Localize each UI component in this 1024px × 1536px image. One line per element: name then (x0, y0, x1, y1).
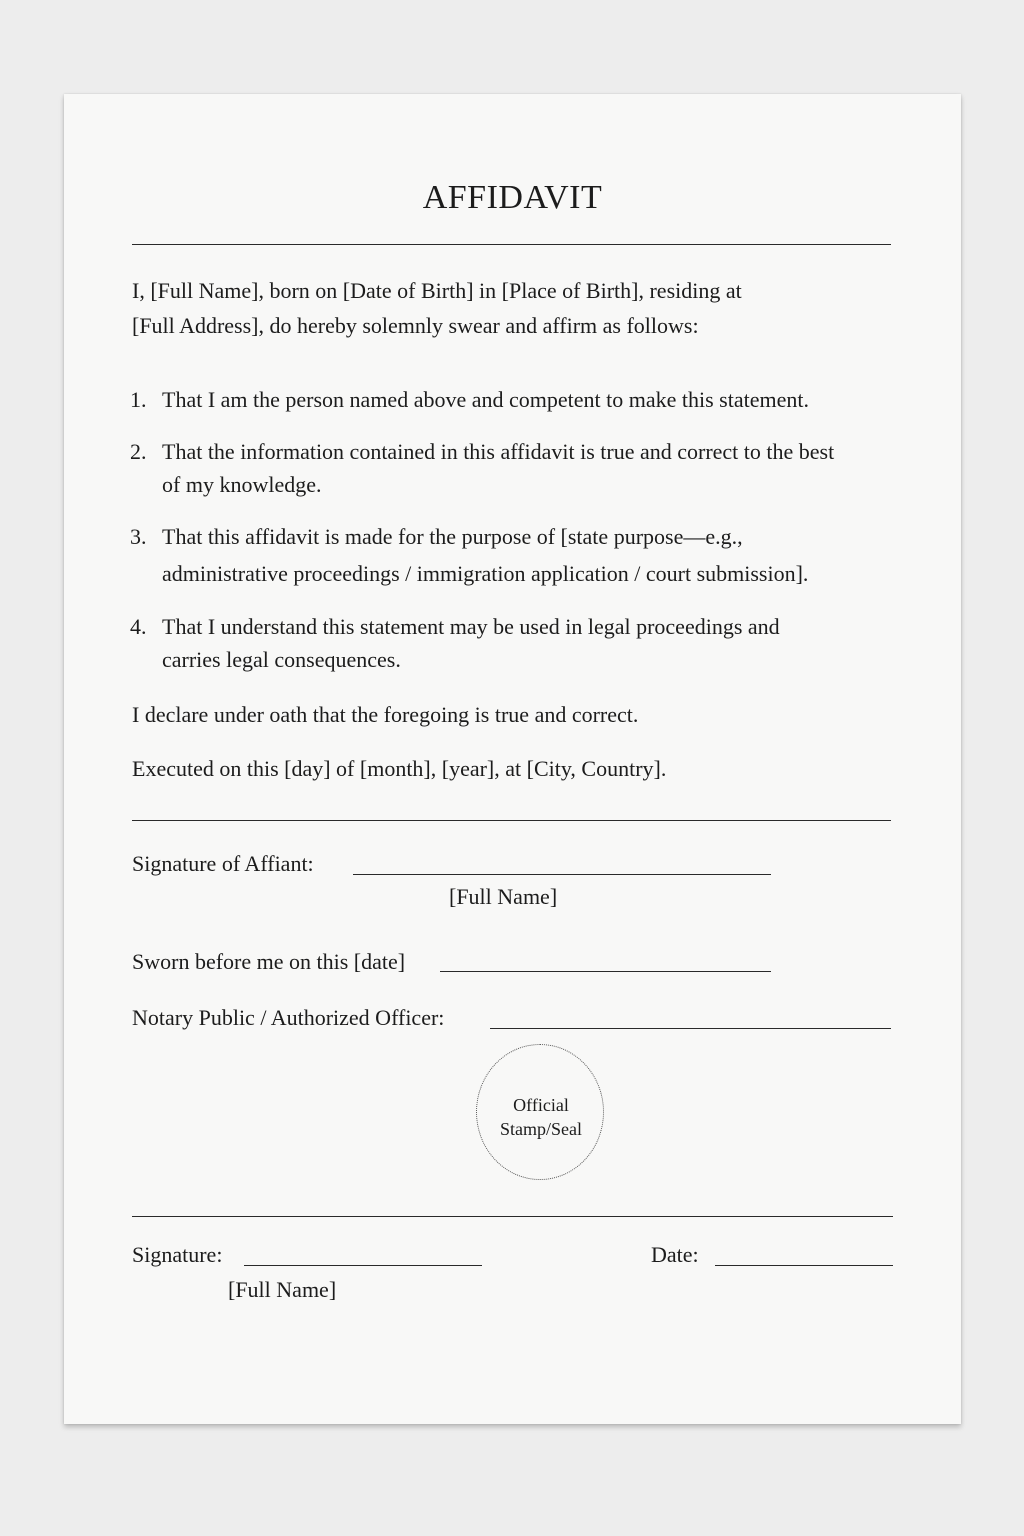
seal-text: Official Stamp/Seal (500, 1095, 582, 1139)
item-2-line-1: That the information contained in this affidavit is true and correct to the best (162, 439, 835, 464)
item-1-line-1: That I am the person named above and competent to make this statement. (162, 387, 809, 412)
section-divider (132, 820, 891, 821)
footer-signature-name: [Full Name] (228, 1277, 337, 1302)
title-divider (132, 244, 891, 245)
footer-date-label: Date: (651, 1242, 699, 1267)
affidavit-page (64, 94, 961, 1424)
executed-text: Executed on this [day] of [month], [year], at [City, Country]. (132, 756, 667, 781)
document-title: AFFIDAVIT (422, 179, 603, 216)
notary-label: Notary Public / Authorized Officer: (132, 1005, 445, 1030)
sworn-label: Sworn before me on this [date] (132, 949, 406, 974)
official-seal-circle (476, 1044, 604, 1180)
affiant-signature-label: Signature of Affiant: (132, 851, 314, 876)
item-number-4: 4. (130, 614, 147, 639)
affiant-signature-line[interactable] (353, 874, 771, 875)
footer-divider (132, 1216, 893, 1217)
intro-line-2: [Full Address], do hereby solemnly swear and affirm as follows: (132, 313, 699, 338)
declaration-text: I declare under oath that the foregoing is true and correct. (132, 702, 639, 727)
item-number-1: 1. (130, 387, 147, 412)
affiant-name: [Full Name] (449, 884, 558, 909)
item-4-line-2: carries legal consequences. (162, 647, 401, 672)
item-3-line-1: That this affidavit is made for the purpose of [state purpose—e.g., (162, 524, 743, 549)
footer-date-line[interactable] (715, 1265, 893, 1266)
footer-signature-line[interactable] (244, 1265, 482, 1266)
footer-signature-label: Signature: (132, 1242, 223, 1267)
sworn-date-line[interactable] (440, 971, 771, 972)
item-3-line-2: administrative proceedings / immigration application / court submission]. (162, 561, 809, 586)
intro-line-1: I, [Full Name], born on [Date of Birth] in [Place of Birth], residing at (132, 278, 742, 303)
item-4-line-1: That I understand this statement may be used in legal proceedings and (162, 614, 780, 639)
item-number-2: 2. (130, 439, 147, 464)
notary-signature-line[interactable] (490, 1028, 891, 1029)
item-number-3: 3. (130, 524, 147, 549)
item-2-line-2: of my knowledge. (162, 472, 322, 497)
